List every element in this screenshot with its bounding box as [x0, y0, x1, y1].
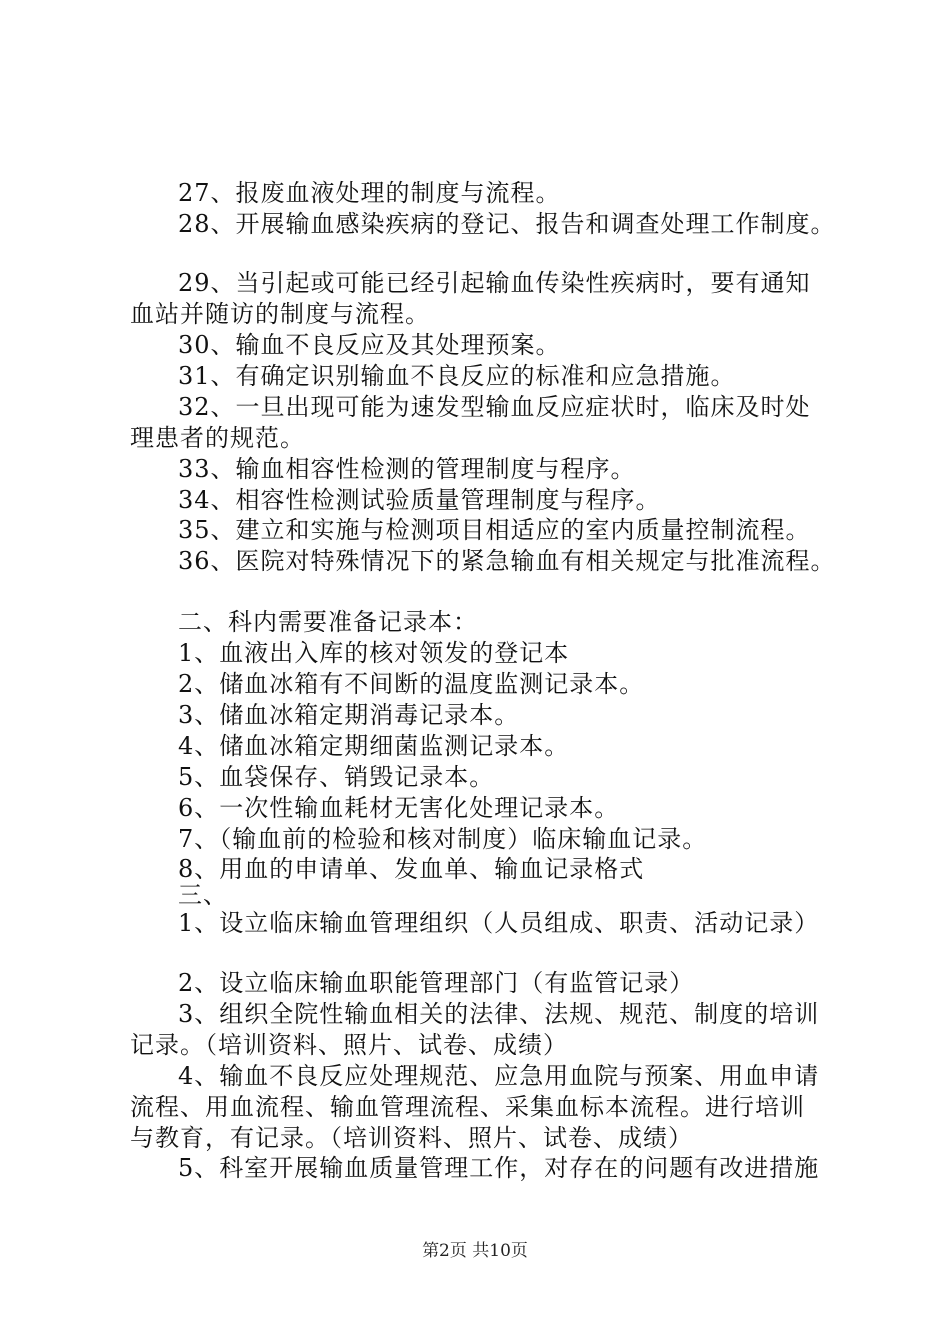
text-line: 33、输血相容性检测的管理制度与程序。: [178, 455, 636, 483]
text-line: 28、开展输血感染疾病的登记、报告和调查处理工作制度。: [178, 210, 836, 238]
text-line: 5、血袋保存、销毁记录本。: [178, 763, 495, 791]
page-number-footer: 第2页 共10页: [422, 1241, 528, 1261]
text-line: 30、输血不良反应及其处理预案。: [178, 331, 561, 359]
text-line: 34、相容性检测试验质量管理制度与程序。: [178, 486, 661, 514]
text-line: 1、血液出入库的核对领发的登记本: [178, 639, 570, 667]
text-line: 血站并随访的制度与流程。: [130, 300, 430, 328]
text-line: 32、一旦出现可能为速发型输血反应症状时，临床及时处: [178, 393, 811, 421]
section-heading: 二、科内需要准备记录本：: [178, 608, 478, 636]
text-line: 2、设立临床输血职能管理部门（有监管记录）: [178, 969, 695, 997]
text-line: 与教育，有记录。（培训资料、照片、试卷、成绩）: [130, 1124, 693, 1152]
text-line: 3、储血冰箱定期消毒记录本。: [178, 701, 520, 729]
text-line: 8、用血的申请单、发血单、输血记录格式: [178, 855, 645, 883]
text-line: 5、科室开展输血质量管理工作，对存在的问题有改进措施: [178, 1154, 820, 1182]
text-line: 理患者的规范。: [130, 424, 305, 452]
section-heading: 三、: [178, 881, 228, 909]
text-line: 36、医院对特殊情况下的紧急输血有相关规定与批准流程。: [178, 547, 836, 575]
text-line: 31、有确定识别输血不良反应的标准和应急措施。: [178, 362, 736, 390]
text-line: 35、建立和实施与检测项目相适应的室内质量控制流程。: [178, 516, 811, 544]
text-line: 4、输血不良反应处理规范、应急用血院与预案、用血申请: [178, 1062, 820, 1090]
text-line: 27、报废血液处理的制度与流程。: [178, 179, 561, 207]
text-line: 1、设立临床输血管理组织（人员组成、职责、活动记录）: [178, 909, 820, 937]
text-line: 流程、用血流程、输血管理流程、采集血标本流程。进行培训: [130, 1093, 805, 1121]
text-line: 2、储血冰箱有不间断的温度监测记录本。: [178, 670, 645, 698]
text-line: 7、（输血前的检验和核对制度）临床输血记录。: [178, 825, 708, 853]
text-line: 29、当引起或可能已经引起输血传染性疾病时，要有通知: [178, 269, 811, 297]
text-line: 记录。（培训资料、照片、试卷、成绩）: [130, 1031, 568, 1059]
text-line: 6、一次性输血耗材无害化处理记录本。: [178, 794, 620, 822]
text-line: 3、组织全院性输血相关的法律、法规、规范、制度的培训: [178, 1000, 820, 1028]
text-line: 4、储血冰箱定期细菌监测记录本。: [178, 732, 570, 760]
